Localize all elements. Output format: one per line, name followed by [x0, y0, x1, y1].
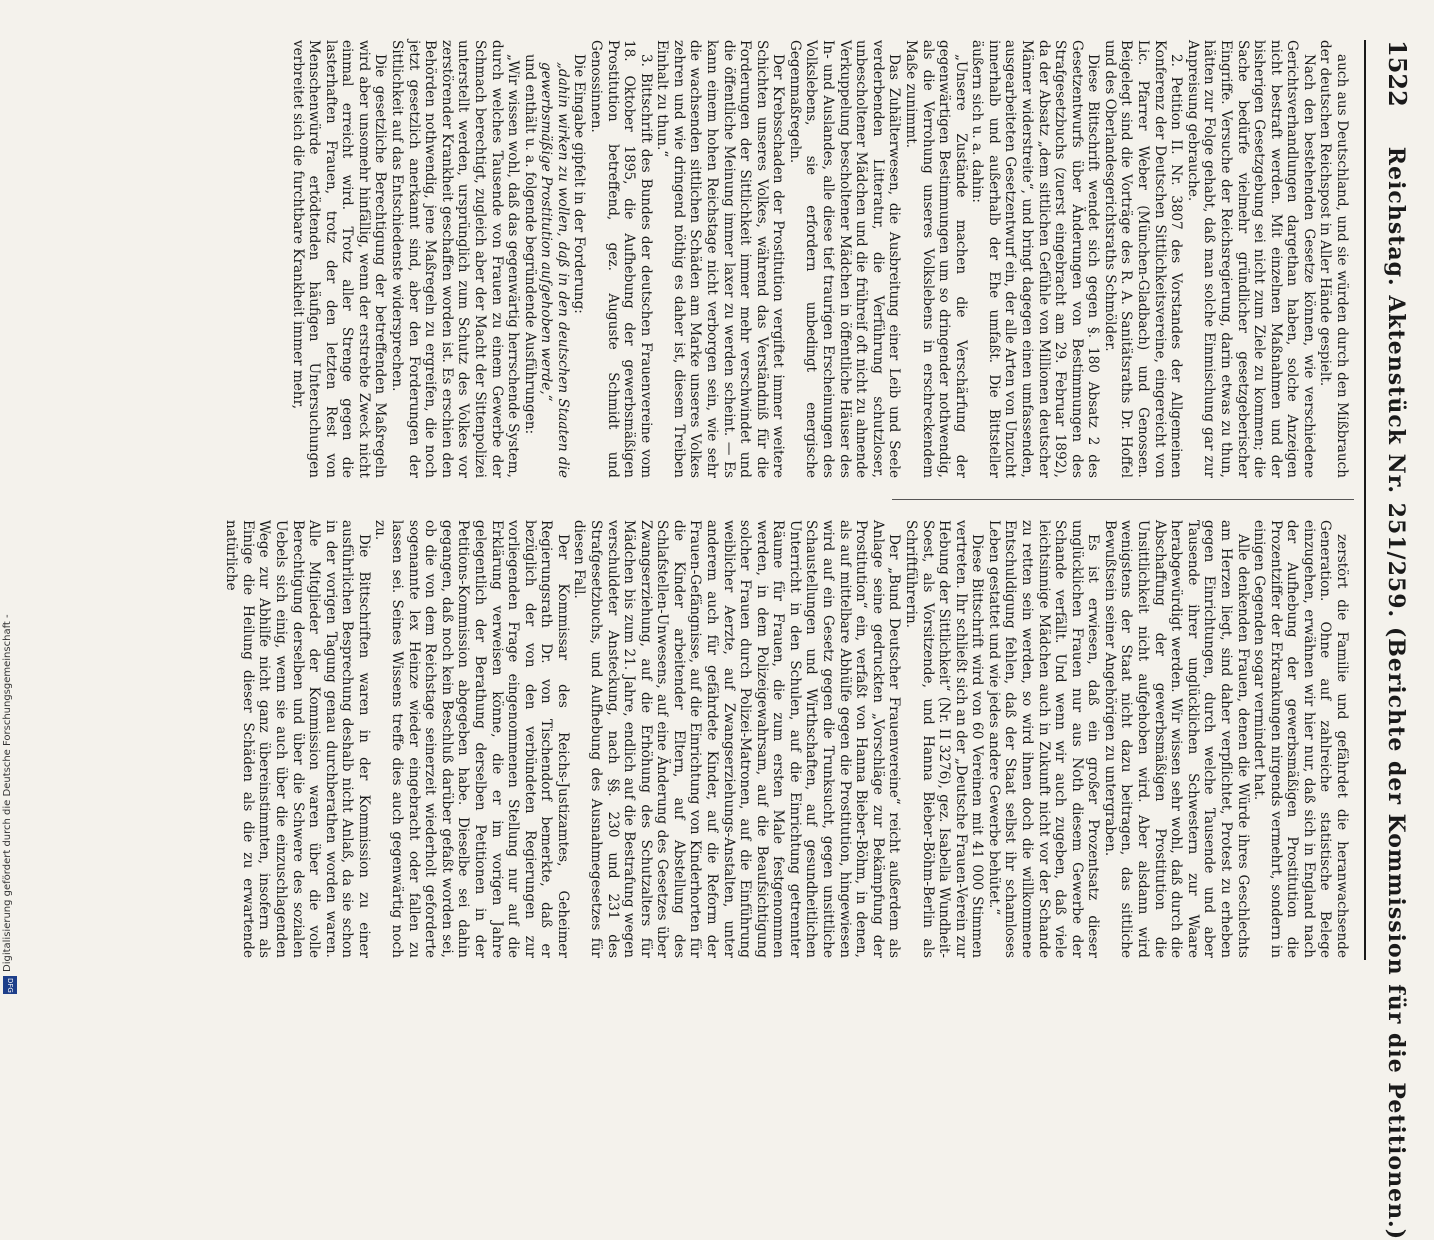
paragraph: Der „Bund Deutscher Frauenvereine“ reicht außerdem als Anlage seine gedruckten „Vorschläge zur Bekämpfung der Prostitution“ ein, verfaßt von Hanna Bieber-Böhm, in denen, als auf mittelbare Abhülfe gegen die Prostitution, hingewiesen wird auf ein Gesetz gegen die Trunksucht, gegen unsittliche Schaustellungen und Wirthschaften, auf gesundheitlichen Unterricht in den Schulen, auf die Einrichtung getrennter Räume für Frauen, die zum ersten Male festgenommen werden, in dem Polizeigewahrsam, auf die Beaufsichtigung solcher Frauen durch Polizei-Matronen, auf die Einführung weiblicher Aerzte, auf Zwangserziehungs-Anstalten, unter anderem auch für gefährdete Kinder, auf die Reform der Frauen-Gefängnisse, auf die Einrichtung von Kinderhorten für die Kinder arbeitender Eltern, auf Abstellung des Schlafstellen-Unwesens, auf eine Änderung des Gesetzes über Zwangserziehung, auf die Erhöhung des Schutzalters für Mädchen bis zum 21. Jahre, endlich auf die Bestrafung wegen verschuldeter Ansteckung, nach §§. 230 und 231 des Strafgesetzbuchs, und Aufhebung des Ausnahmegesetzes für diesen Fall.: [571, 520, 903, 958]
paragraph: Die gesetzliche Berechtigung der betreffenden Maßregeln wird aber unsomehr hinfällig, wenn der erstrebte Zweck nicht einmal erreicht wird. Trotz aller Strenge gegen die lasterhaften Frauen, trotz der den letzten Rest von Menschenwürde ertödtenden häufigen Untersuchungen verbreitet sich die furchtbare Krankheit immer mehr,: [289, 40, 389, 478]
paragraph: Das Zuhälterwesen, die Ausbreitung einer Leib und Seele verderbenden Litteratur, die Verführung schutzloser, unbescholtener Mädchen und die frühreif oft nicht zu ahnende Verkuppelung bescholtener Mädchen in öffentliche Häuser des In- und Auslandes, alle diese tief traurigen Erscheinungen des Volkslebens, sie erfordern unbedingt energische Gegenmaßregeln.: [786, 40, 903, 478]
paragraph: Nach den bestehenden Gesetze können, wie verschiedene Gerichtsverhandlungen dargethan haben, solche Anzeigen nicht bestraft werden. Mit einzelnen Maßnahmen und der bisherigen Gesetzgebung sei nicht zum Ziele zu kommen; die Sache bedürfe vielmehr gründlicher gesetzgeberischer Eingriffe. Versuche der Reichsregierung, darin etwas zu thun, hätten zur Folge gehabt, daß man solche Einmischung gar zur Anpreisung gebrauche.: [1184, 40, 1317, 478]
paragraph: zerstört die Familie und gefährdet die heranwachsende Generation. Ohne auf zahlreiche statistische Belege einzugehen, erwähnen wir hier nur, daß sich in England nach der Aufhebung der gewerbsmäßigen Prostitution die Prozentziffer der Erkrankungen nirgends vermehrt, sondern in einigen Gegenden sogar vermindert hat.: [1251, 520, 1350, 958]
text-column-right: [223, 520, 1350, 958]
page-number: 1522: [1383, 40, 1412, 107]
paragraph: Der Krebsschaden der Prostitution vergiftet immer weitere Schichten unseres Volkes, während das Verständniß für die Forderungen der Sittlichkeit immer mehr verschwindet und die öffentliche Meinung immer laxer zu werden scheint. — Es kann einem hohen Reichstage nicht verborgen sein, wie sehr die wachsenden sittlichen Schäden am Marke unseres Volkes zehren und wie dringend nöthig es daher ist, diesem Treiben Einhalt zu thun.“: [654, 40, 787, 478]
paragraph: Die Bittschriften waren in der Kommission zu einer ausführlichen Besprechung deshalb nicht Anlaß, da sie schon in der vorigen Tagung genau durchberathen worden waren. Alle Mitglieder der Kommission waren über die volle Berechtigung derselben und über die Schwere des sozialen Uebels sich einig, wenn sie auch über die einzuschlagenden Wege zur Abhilfe nicht ganz übereinstimmten, insofern als Einige die Heilung dieser Schäden als die zu erwartende natürliche: [223, 520, 372, 958]
paragraph: „Unsere Zustände machen die Verschärfung der gegenwärtigen Bestimmungen um so dringender nothwendig, als die Verrohung unseres Volkslebens in erschreckendem Maße zunimmt.: [902, 40, 969, 478]
paragraph: Diese Bittschrift wendet sich gegen §. 180 Absatz 2 des Gesetzentwurfs über Änderungen von Bestimmungen des Strafgesetzbuchs (zuerst eingebracht am 29. Februar 1892), da der Absatz „dem sittlichen Gefühle von Millionen deutscher Männer widerstreite“, und bringt dagegen einen umfassenden, ausgearbeiteten Gesetzentwurf ein, der alle Arten von Unzucht innerhalb und außerhalb der Ehe umfaßt. Die Bittsteller äußern sich u. a. dahin:: [969, 40, 1102, 478]
page-header: [1364, 40, 1412, 1240]
digitization-footer: [2, 0, 14, 1000]
dfg-logo-icon: DFG: [3, 976, 17, 994]
footer-credit: Digitalisierung gefördert durch die Deutsche Forschungsgemeinschaft -: [2, 614, 13, 972]
paragraph: „Wir wissen wohl, daß das gegenwärtig herrschende System, durch welches Tausende von Frauen zu einem Gewerbe der Schmach berechtigt, zugleich aber der Macht der Sittenpolizei unterstellt werden, ursprünglich zum Schutz des Volkes vor zerstörender Krankheit geschaffen worden ist. Es erschien den Behörden nothwendig, jene Maßregeln zu ergreifen, die noch jetzt gesetzlich anerkannt sind, aber den Forderungen der Sittlichkeit auf das Entschiedenste widersprechen.: [389, 40, 522, 478]
paragraph: 2. Petition II. Nr. 3807 des Vorstandes der Allgemeinen Konferenz der Deutschen Sittlichkeitsvereine, eingereicht von Lic. Pfarrer Weber (München-Gladbach) und Genossen. Beigelegt sind die Vorträge des R. A. Sanitätsraths Dr. Hoffel und des Oberlandesgerichtsraths Schmölder.: [1101, 40, 1185, 478]
column-divider: [892, 499, 1354, 500]
paragraph: Es ist erwiesen, daß ein großer Prozentsatz dieser unglücklichen Frauen nur aus Noth diesem Gewerbe der Schande verfällt. Und wenn wir auch zugeben, daß viele leichtsinnige Mädchen auch in Zukunft nicht vor der Schande zu retten sein werden, so wird ihnen doch die willkommene Entschuldigung fehlen, daß der Staat selbst ihr schamloses Leben gestattet und wie jedes andere Gewerbe behütet.“: [985, 520, 1102, 958]
paragraph: 3. Bittschrift des Bundes der deutschen Frauenvereine vom 18. Oktober 1895, die Aufhebung der gewerbsmäßigen Prostitution betreffend, gez. Auguste Schmidt und Genossinnen.: [587, 40, 654, 478]
text-column-left: [289, 40, 1350, 478]
paragraph: auch aus Deutschland, und sie würden durch den Mißbrauch der deutschen Reichspost in Aller Hände gespielt.: [1317, 40, 1350, 478]
paragraph: Diese Bittschrift wird von 60 Vereinen mit 41 000 Stimmen vertreten. Ihr schließt sich an der „Deutsche Frauen-Verein zur Hebung der Sittlichkeit“ (Nr. II 3276), gez. Isabella Wundheit-Soest, als Vorsitzende, und Hanna Bieber-Böhm-Berlin als Schriftführerin.: [902, 520, 986, 958]
paragraph: Die Eingabe gipfelt in der Forderung:: [571, 54, 588, 314]
running-title: Reichstag. Aktenstück Nr. 251/259. (Berichte der Kommission für die Petitionen.): [1383, 146, 1409, 1240]
paragraph: Alle denkenden Frauen, denen die Würde ihres Geschlechts am Herzen liegt, sind daher verpflichtet, Protest zu erheben gegen Einrichtungen, durch welche Tausende und aber Tausende ihrer unglücklichen Schwestern zur Waare herabgewürdigt werden. Wir wissen sehr wohl, daß durch die Abschaffung der gewerbsmäßigen Prostitution die Unsittlichkeit nicht aufgehoben wird. Aber alsdann wird wenigstens der Staat nicht dazu beitragen, das sittliche Bewußtsein seiner Angehörigen zu untergraben.: [1101, 520, 1251, 958]
paragraph: und enthält u. a. folgende begründende Ausführungen:: [521, 54, 538, 435]
paragraph: „dahin wirken zu wollen, daß in den deutschen Staaten die gewerbsmäßige Prostitution aufgehoben werde,“: [538, 62, 571, 478]
paragraph: Der Kommissar des Reichs-Justizamtes, Geheimer Regierungsrath Dr. von Tischendorf bemerkte, daß er bezüglich der von den verbündeten Regierungen zur vorliegenden Frage eingenommenen Stellung nur auf die Erklärung verweisen könne, die er im vorigen Jahre gelegentlich der Berathung derselben Petitionen in der Petitions-Kommission abgegeben habe. Dieselbe sei dahin gegangen, daß noch kein Beschluß darüber gefaßt worden sei, ob die von dem Reichstage seinerzeit wiederholt geforderte sogenannte lex Heinze wieder eingebracht oder fallen zu lassen sei. Seines Wissens treffe dies auch gegenwärtig noch zu.: [372, 520, 571, 958]
